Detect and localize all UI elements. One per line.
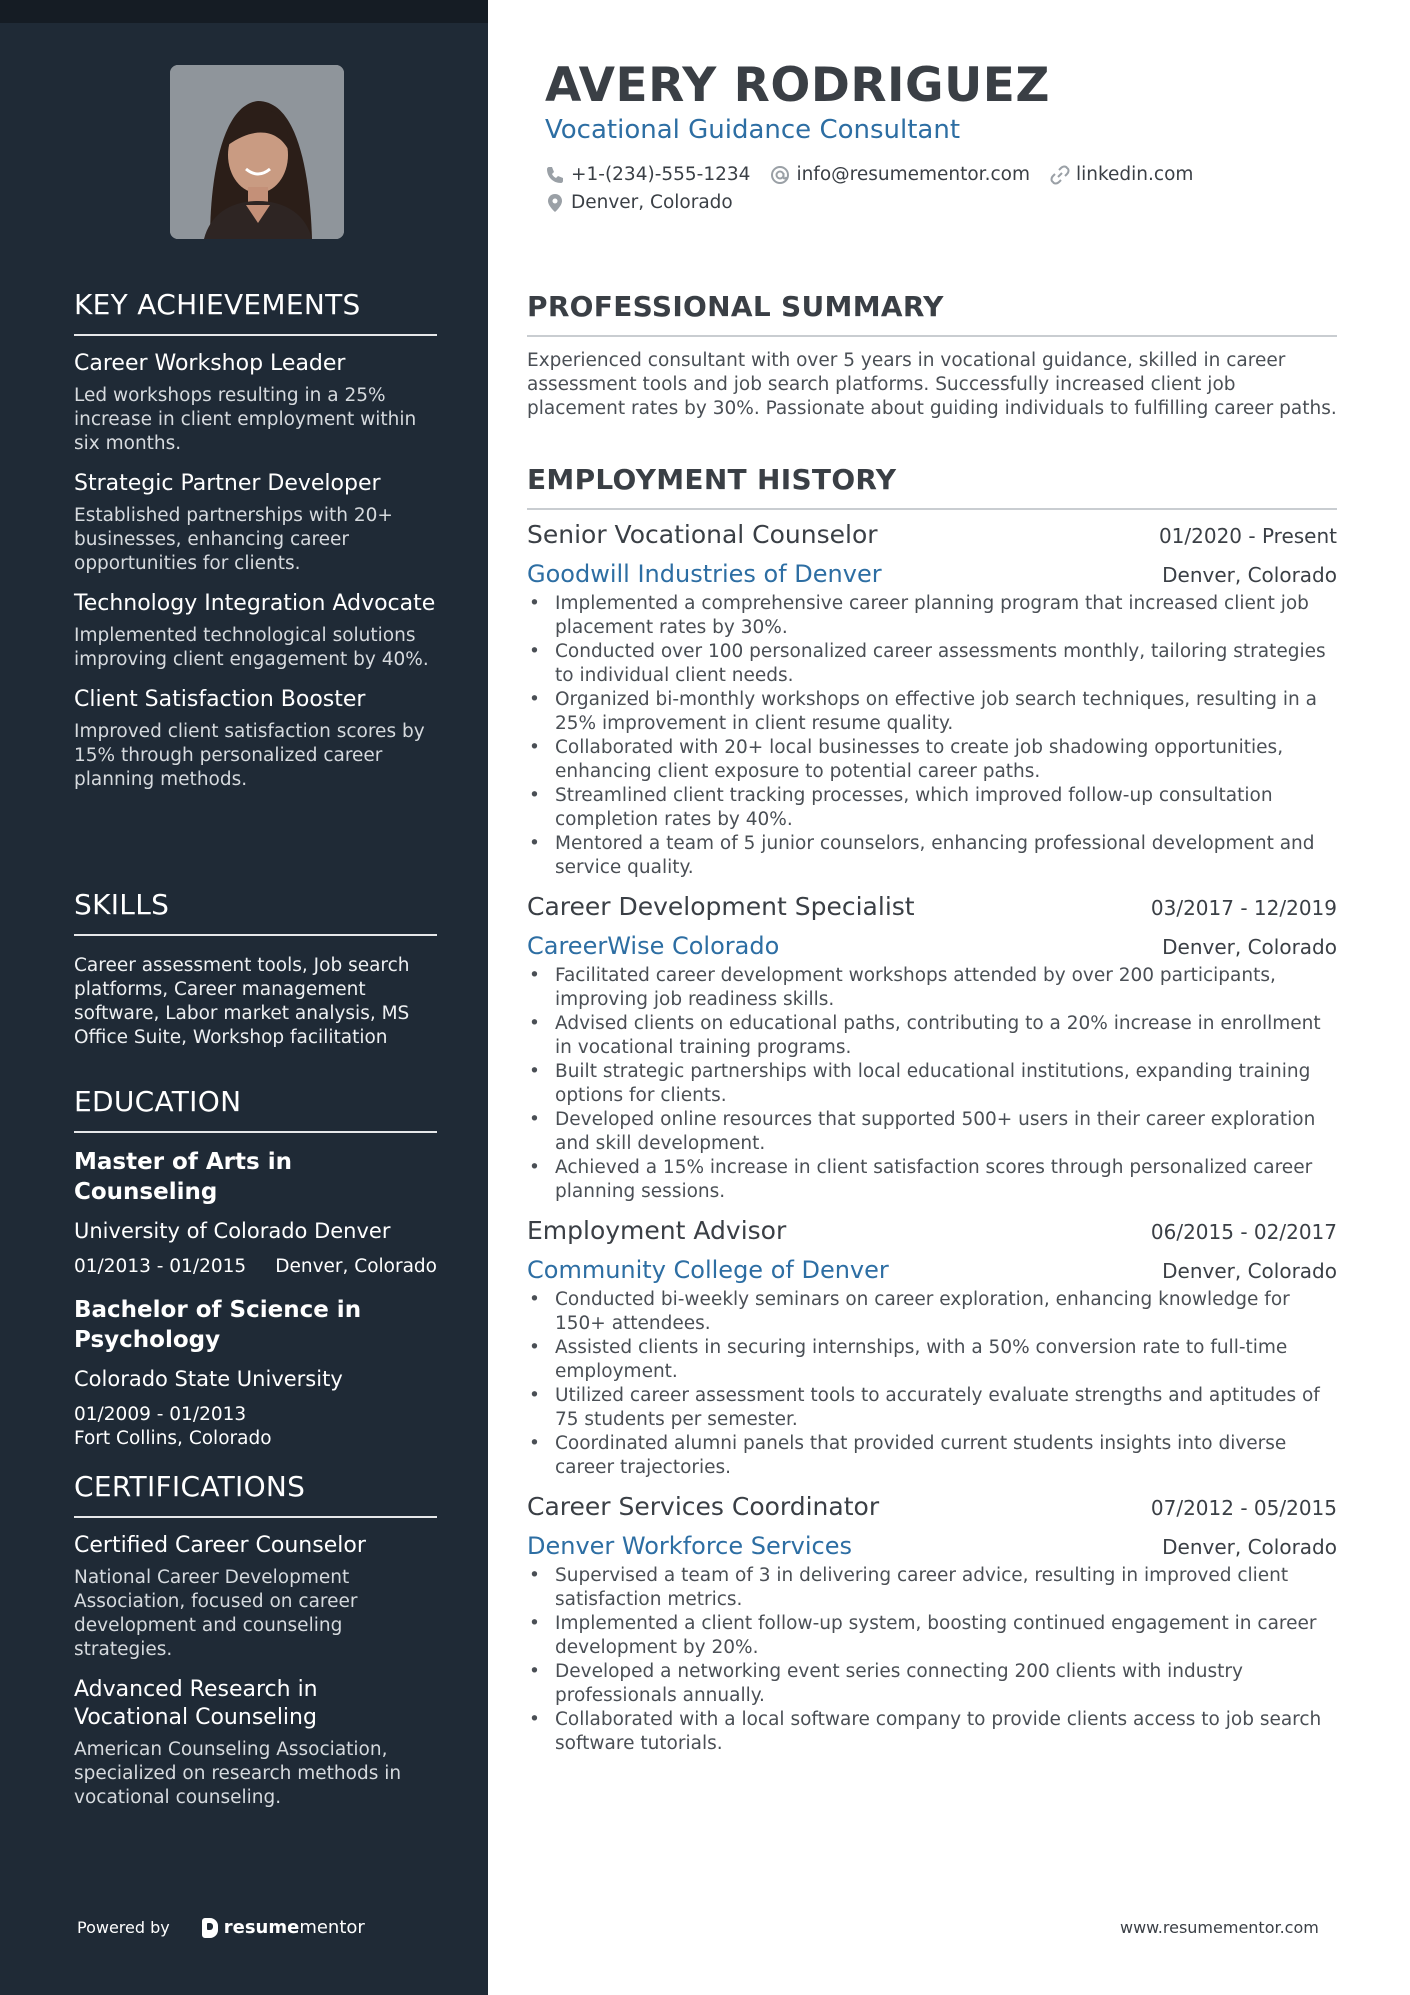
education-school: Colorado State University	[74, 1367, 343, 1391]
education-location: Denver, Colorado	[275, 1256, 437, 1277]
achievement-title: Career Workshop Leader	[74, 351, 346, 376]
job-header	[527, 518, 1337, 552]
contact-phone[interactable]	[545, 164, 750, 185]
job-bullet: • Organized bi-monthly workshops on effective job search techniques, resulting in a 25% improvement in client resume quality.	[527, 688, 1337, 736]
location-pin-icon	[545, 193, 565, 213]
certification-item	[74, 1676, 437, 1810]
job-subheader	[527, 924, 1337, 962]
certification-title: Certified Career Counselor	[74, 1533, 366, 1558]
achievement-title: Client Satisfaction Booster	[74, 687, 366, 712]
job-header	[527, 1214, 1337, 1248]
job-entry	[527, 518, 1337, 880]
job-location: Denver, Colorado	[1162, 1259, 1337, 1283]
job-bullet: • Utilized career assessment tools to accurately evaluate strengths and aptitudes of 75 students per semester.	[527, 1384, 1337, 1432]
brand-name-bold: resume	[223, 1917, 300, 1938]
job-dates: 01/2020 - Present	[1158, 524, 1337, 548]
education-section	[74, 1085, 437, 1451]
job-bullet: • Implemented a comprehensive career planning program that increased client job placement rates by 30%.	[527, 592, 1337, 640]
brand-logo[interactable]	[202, 1917, 365, 1938]
achievement-title: Technology Integration Advocate	[74, 591, 436, 616]
job-bullets	[527, 592, 1337, 880]
job-header	[527, 1490, 1337, 1524]
certification-description: American Counseling Association, specialized on research methods in vocational counseling.	[74, 1739, 402, 1808]
job-bullet: • Assisted clients in securing internships, with a 50% conversion rate to full-time employment.	[527, 1336, 1337, 1384]
job-company: Goodwill Industries of Denver	[527, 560, 882, 588]
job-title: Employment Advisor	[527, 1216, 787, 1245]
employment-heading: EMPLOYMENT HISTORY	[527, 463, 1337, 510]
certification-description: National Career Development Association, focused on career development and counseling strategies.	[74, 1567, 358, 1660]
job-bullet: • Streamlined client tracking processes, which improved follow-up consultation completion rates by 40%.	[527, 784, 1337, 832]
achievement-description: Led workshops resulting in a 25% increase in client employment within six months.	[74, 385, 417, 454]
job-company: Community College of Denver	[527, 1256, 889, 1284]
education-degree: Bachelor of Science in Psychology	[74, 1297, 362, 1353]
job-bullets	[527, 1564, 1337, 1756]
job-subheader	[527, 1524, 1337, 1562]
achievement-item	[74, 350, 437, 456]
achievement-item	[74, 470, 437, 576]
job-entry	[527, 1214, 1337, 1480]
job-header	[527, 890, 1337, 924]
achievement-description: Improved client satisfaction scores by 15% through personalized career planning methods.	[74, 721, 425, 790]
job-bullet: • Developed a networking event series connecting 200 clients with industry professionals annually.	[527, 1660, 1337, 1708]
education-heading: EDUCATION	[74, 1085, 437, 1133]
job-location: Denver, Colorado	[1162, 935, 1337, 959]
powered-by	[77, 1917, 365, 1938]
job-title: Senior Vocational Counselor	[527, 520, 878, 549]
contact-row	[545, 164, 1213, 185]
job-bullet: • Achieved a 15% increase in client satisfaction scores through personalized career planning sessions.	[527, 1156, 1337, 1204]
at-icon	[770, 165, 790, 185]
job-bullet: • Advised clients on educational paths, contributing to a 20% increase in enrollment in vocational training programs.	[527, 1012, 1337, 1060]
job-bullet: • Conducted bi-weekly seminars on career exploration, enhancing knowledge for 150+ attendees.	[527, 1288, 1337, 1336]
summary-text: Experienced consultant with over 5 years in vocational guidance, skilled in career assessment tools and job search platforms. Successfully increased client job placement rates by 30%. Passionate about guiding individuals to fulfilling career paths.	[527, 350, 1337, 419]
brand-name-light: mentor	[299, 1917, 365, 1938]
contact-email[interactable]	[770, 164, 1030, 185]
achievement-item	[74, 590, 437, 672]
linkedin-text: linkedin.com	[1075, 164, 1194, 185]
education-item	[74, 1147, 437, 1279]
employment-list	[527, 518, 1337, 1766]
profile-photo	[170, 65, 344, 239]
powered-by-label: Powered by	[77, 1918, 170, 1937]
brand-mark-icon	[202, 1918, 218, 1938]
job-company: Denver Workforce Services	[527, 1532, 852, 1560]
education-location: Fort Collins, Colorado	[74, 1428, 272, 1449]
key-achievements-heading: KEY ACHIEVEMENTS	[74, 288, 437, 336]
contact-row-location	[545, 192, 753, 213]
job-bullets	[527, 964, 1337, 1204]
job-location: Denver, Colorado	[1162, 1535, 1337, 1559]
sidebar-top-bar	[0, 0, 488, 23]
job-bullet: • Collaborated with 20+ local businesses to create job shadowing opportunities, enhancing client exposure to potential career paths.	[527, 736, 1337, 784]
candidate-name: AVERY RODRIGUEZ	[545, 58, 1050, 113]
certification-title: Advanced Research in Vocational Counseling	[74, 1677, 318, 1730]
job-bullet: • Facilitated career development workshops attended by over 200 participants, improving job readiness skills.	[527, 964, 1337, 1012]
job-company: CareerWise Colorado	[527, 932, 780, 960]
phone-text: +1-(234)-555-1234	[571, 164, 751, 185]
job-bullet: • Supervised a team of 3 in delivering career advice, resulting in improved client satisfaction metrics.	[527, 1564, 1337, 1612]
certifications-section	[74, 1470, 437, 1810]
phone-icon	[545, 165, 565, 185]
summary-heading: PROFESSIONAL SUMMARY	[527, 290, 1337, 337]
skills-section	[74, 888, 437, 1050]
certifications-heading: CERTIFICATIONS	[74, 1470, 437, 1518]
job-subheader	[527, 1248, 1337, 1286]
link-icon	[1050, 165, 1070, 185]
job-dates: 07/2012 - 05/2015	[1150, 1496, 1337, 1520]
job-bullet: • Developed online resources that supported 500+ users in their career exploration and skill development.	[527, 1108, 1337, 1156]
job-title: Career Development Specialist	[527, 892, 915, 921]
job-entry	[527, 1490, 1337, 1756]
key-achievements-section	[74, 288, 437, 792]
job-bullet: • Mentored a team of 5 junior counselors, enhancing professional development and service quality.	[527, 832, 1337, 880]
skills-heading: SKILLS	[74, 888, 437, 936]
sidebar	[0, 0, 488, 1995]
website-link[interactable]: www.resumementor.com	[1120, 1918, 1319, 1937]
skills-list: Career assessment tools, Job search platforms, Career management software, Labor market analysis, MS Office Suite, Workshop facilitation	[74, 955, 410, 1048]
job-bullet: • Coordinated alumni panels that provided current students insights into diverse career trajectories.	[527, 1432, 1337, 1480]
job-dates: 03/2017 - 12/2019	[1150, 896, 1337, 920]
email-text: info@resumementor.com	[796, 164, 1030, 185]
contact-linkedin[interactable]	[1050, 164, 1193, 185]
location-text: Denver, Colorado	[571, 192, 733, 213]
job-location: Denver, Colorado	[1162, 563, 1337, 587]
education-meta	[74, 1403, 437, 1451]
job-bullet: • Implemented a client follow-up system, boosting continued engagement in career development by 20%.	[527, 1612, 1337, 1660]
job-entry	[527, 890, 1337, 1204]
contact-location	[545, 192, 733, 213]
candidate-title: Vocational Guidance Consultant	[545, 115, 961, 145]
job-subheader	[527, 552, 1337, 590]
achievement-description: Established partnerships with 20+ businesses, enhancing career opportunities for clients.	[74, 505, 393, 574]
job-bullet: • Built strategic partnerships with local educational institutions, expanding training options for clients.	[527, 1060, 1337, 1108]
education-dates: 01/2009 - 01/2013	[74, 1404, 247, 1425]
certification-item	[74, 1532, 437, 1662]
education-dates: 01/2013 - 01/2015	[74, 1256, 247, 1277]
job-title: Career Services Coordinator	[527, 1492, 880, 1521]
education-meta	[74, 1255, 437, 1279]
education-school: University of Colorado Denver	[74, 1219, 391, 1243]
achievement-item	[74, 686, 437, 792]
achievement-title: Strategic Partner Developer	[74, 471, 381, 496]
job-bullets	[527, 1288, 1337, 1480]
job-bullet: • Collaborated with a local software company to provide clients access to job search software tutorials.	[527, 1708, 1337, 1756]
achievement-description: Implemented technological solutions improving client engagement by 40%.	[74, 625, 429, 670]
job-bullet: • Conducted over 100 personalized career assessments monthly, tailoring strategies to individual client needs.	[527, 640, 1337, 688]
job-dates: 06/2015 - 02/2017	[1150, 1220, 1337, 1244]
education-item	[74, 1295, 437, 1451]
education-degree: Master of Arts in Counseling	[74, 1149, 292, 1205]
